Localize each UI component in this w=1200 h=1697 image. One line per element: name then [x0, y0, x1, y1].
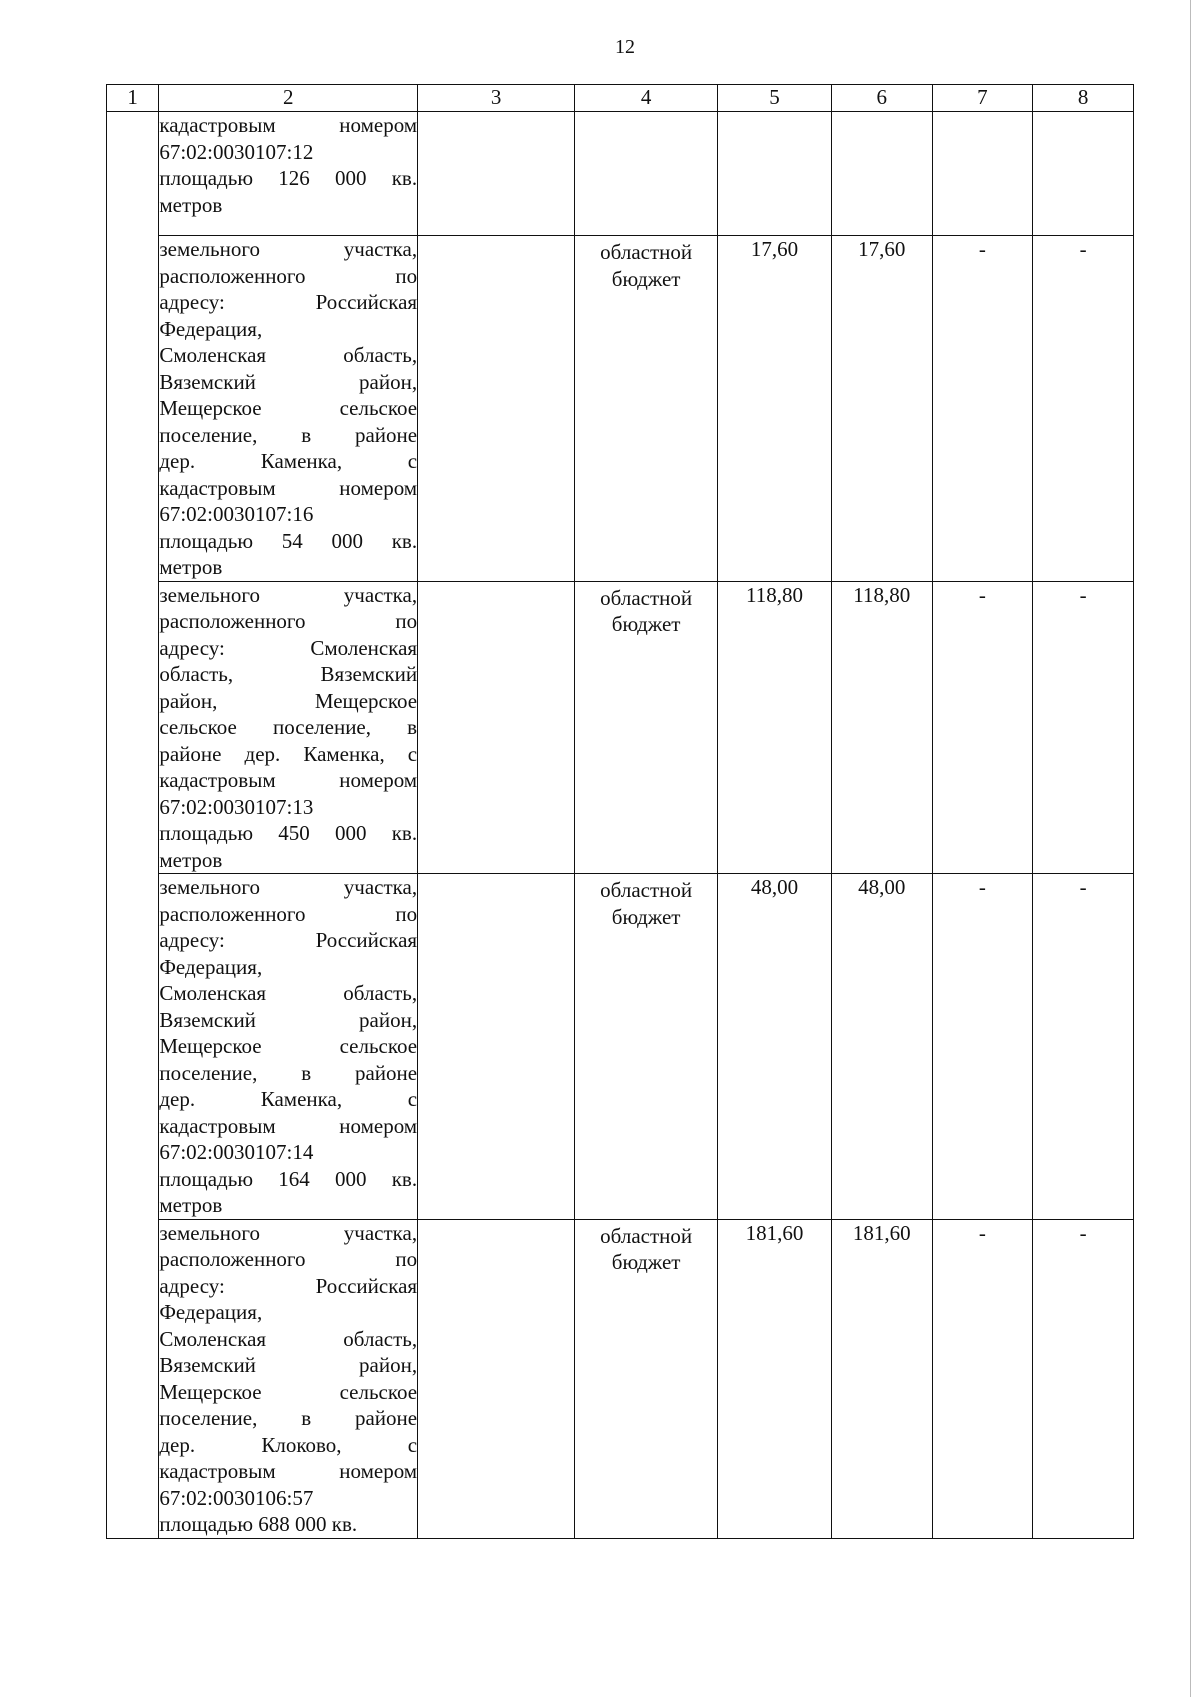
- cell-description: [159, 874, 418, 1220]
- cell-amount-total: 17,60: [718, 236, 832, 582]
- description-line: кадастровым номером: [159, 1113, 418, 1138]
- column-header: 2: [159, 85, 418, 112]
- cell-col7: -: [932, 236, 1033, 582]
- description-line: поселение, в районе: [159, 1060, 418, 1085]
- description-line: метров: [159, 1193, 223, 1217]
- description-line: расположенного по: [159, 609, 418, 633]
- description-line: Смоленская область,: [159, 343, 418, 367]
- cell-col7: [932, 112, 1033, 236]
- description-line: дер. Клоково, с: [159, 1432, 418, 1457]
- description-line: область, Вяземский: [159, 662, 418, 686]
- description-line: район, Мещерское: [159, 688, 418, 713]
- description-line: Мещерское сельское: [159, 396, 418, 420]
- description-line: площадью 164 000 кв.: [159, 1166, 418, 1191]
- cell-col8: [1033, 112, 1134, 236]
- description-line: расположенного по: [159, 1247, 418, 1271]
- description-line: 67:02:0030107:12: [159, 139, 314, 164]
- table-row: [107, 874, 1134, 1220]
- column-header: 3: [418, 85, 575, 112]
- cell-col3: [418, 112, 575, 236]
- description-line: кадастровым номером: [159, 113, 418, 137]
- cell-amount-year: 48,00: [831, 874, 932, 1220]
- description-line: площадью 688 000 кв.: [159, 1512, 358, 1536]
- cell-amount-total: 48,00: [718, 874, 832, 1220]
- description-line: 67:02:0030107:14: [159, 1140, 314, 1164]
- description-line: поселение, в районе: [159, 1406, 418, 1430]
- cell-amount-year: 118,80: [831, 581, 932, 874]
- description-line: адресу: Смоленская: [159, 635, 418, 660]
- description-line: метров: [159, 847, 223, 872]
- cell-funding-source: областной бюджет: [575, 581, 718, 874]
- description-line: земельного участка,: [159, 1220, 418, 1245]
- cell-description: [159, 112, 418, 236]
- description-line: Смоленская область,: [159, 1326, 418, 1351]
- description-line: Мещерское сельское: [159, 1379, 418, 1404]
- column-header: 5: [718, 85, 832, 112]
- description-line: дер. Каменка, с: [159, 449, 418, 473]
- column-header: 1: [107, 85, 159, 112]
- table-row: [107, 236, 1134, 582]
- description-line: Вяземский район,: [159, 1353, 418, 1377]
- cell-amount-year: [831, 112, 932, 236]
- column-header: 7: [932, 85, 1033, 112]
- description-line: площадью 450 000 кв.: [159, 821, 418, 845]
- cell-col8: -: [1033, 581, 1134, 874]
- description-line: кадастровым номером: [159, 768, 418, 792]
- cell-col8: -: [1033, 1219, 1134, 1538]
- description-line: 67:02:0030107:16: [159, 502, 314, 526]
- table-header-row: [107, 85, 1134, 112]
- description-line: сельское поселение, в: [159, 715, 418, 739]
- description-line: площадью 126 000 кв.: [159, 166, 418, 190]
- description-line: расположенного по: [159, 263, 418, 288]
- description-line: кадастровым номером: [159, 1459, 418, 1483]
- description-line: земельного участка,: [159, 237, 418, 261]
- cell-amount-total: 118,80: [718, 581, 832, 874]
- cell-col3: [418, 581, 575, 874]
- cell-amount-total: [718, 112, 832, 236]
- table-row: [107, 1219, 1134, 1538]
- table-row: [107, 581, 1134, 874]
- description-line: Смоленская область,: [159, 981, 418, 1005]
- table-row: [107, 112, 1134, 236]
- cell-col3: [418, 236, 575, 582]
- cell-col3: [418, 874, 575, 1220]
- cell-funding-source: [575, 112, 718, 236]
- column-header: 6: [831, 85, 932, 112]
- cell-col7: -: [932, 1219, 1033, 1538]
- description-line: земельного участка,: [159, 582, 418, 607]
- description-line: 67:02:0030106:57: [159, 1485, 314, 1510]
- cell-col7: -: [932, 874, 1033, 1220]
- cell-col8: -: [1033, 236, 1134, 582]
- description-line: районе дер. Каменка, с: [159, 741, 418, 766]
- description-line: кадастровым номером: [159, 475, 418, 500]
- description-line: адресу: Российская: [159, 1273, 418, 1298]
- cell-funding-source: областной бюджет: [575, 1219, 718, 1538]
- description-line: дер. Каменка, с: [159, 1087, 418, 1111]
- cell-col8: -: [1033, 874, 1134, 1220]
- cell-amount-total: 181,60: [718, 1219, 832, 1538]
- cell-col3: [418, 1219, 575, 1538]
- description-line: адресу: Российская: [159, 928, 418, 952]
- cell-funding-source: областной бюджет: [575, 236, 718, 582]
- budget-table: [106, 84, 1134, 1539]
- cell-amount-year: 181,60: [831, 1219, 932, 1538]
- description-line: Федерация,: [159, 1300, 263, 1324]
- description-line: метров: [159, 192, 223, 217]
- cell-col7: -: [932, 581, 1033, 874]
- description-line: адресу: Российская: [159, 290, 418, 314]
- description-line: поселение, в районе: [159, 422, 418, 447]
- description-line: расположенного по: [159, 901, 418, 926]
- column-header: 4: [575, 85, 718, 112]
- column-header: 8: [1033, 85, 1134, 112]
- description-line: Вяземский район,: [159, 369, 418, 394]
- cell-description: [159, 581, 418, 874]
- cell-description: [159, 236, 418, 582]
- cell-description: [159, 1219, 418, 1538]
- scan-edge-line: [1190, 0, 1191, 1697]
- cell-amount-year: 17,60: [831, 236, 932, 582]
- description-line: площадью 54 000 кв.: [159, 528, 418, 553]
- description-line: метров: [159, 555, 223, 579]
- description-line: Федерация,: [159, 316, 263, 341]
- description-line: Мещерское сельское: [159, 1034, 418, 1058]
- description-line: Федерация,: [159, 954, 263, 979]
- cell-funding-source: областной бюджет: [575, 874, 718, 1220]
- description-line: Вяземский район,: [159, 1007, 418, 1032]
- cell-col1: [107, 112, 159, 1539]
- description-line: 67:02:0030107:13: [159, 794, 314, 819]
- description-line: земельного участка,: [159, 875, 418, 899]
- page-number: 12: [615, 36, 635, 58]
